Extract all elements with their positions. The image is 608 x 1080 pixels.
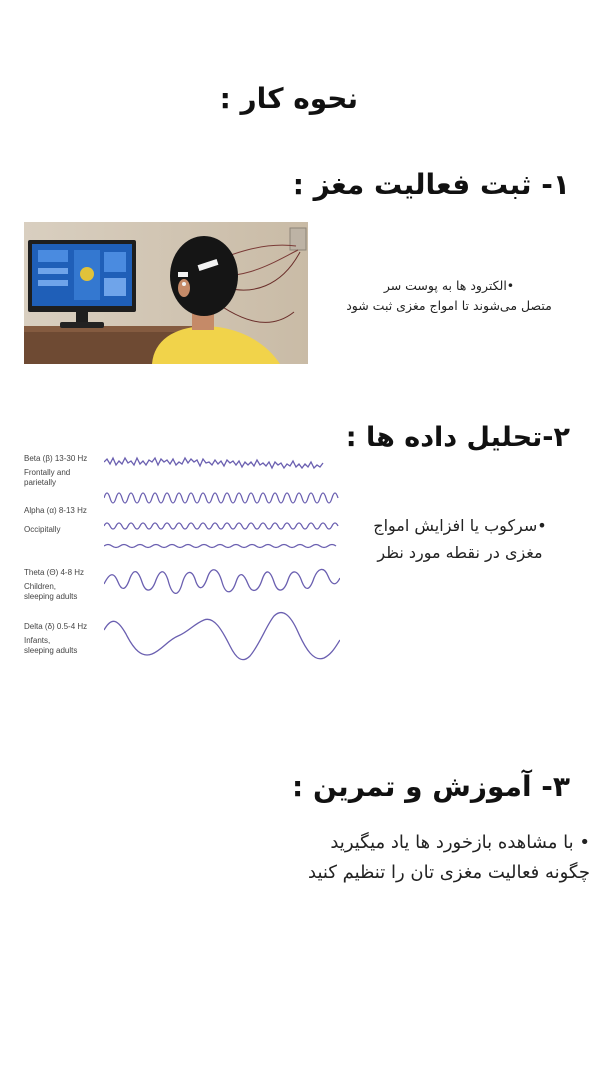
alpha-waves	[104, 486, 340, 552]
alpha-wave-line-1	[104, 493, 338, 503]
section-3-description-line-1: • با مشاهده بازخورد ها یاد میگیرید	[330, 832, 590, 853]
alpha-band-label: Alpha (α) 8-13 Hz	[24, 506, 87, 515]
section-1-description	[330, 276, 568, 316]
section-2-description-line-1: •سرکوب یا افزایش امواج	[373, 516, 547, 535]
beta-band-location: Frontally and parietally	[24, 468, 71, 487]
page-title: نحوه کار :	[219, 82, 358, 115]
section-2-description	[350, 512, 570, 566]
section-1-title: ۱- ثبت فعالیت مغز :	[292, 168, 570, 201]
theta-band-label: Theta (Θ) 4-8 Hz	[24, 568, 85, 577]
section-2-description-line-2: مغزی در نقطه مورد نظر	[377, 543, 543, 562]
beta-wave-line	[104, 458, 323, 468]
beta-band-label: Beta (β) 13-30 Hz	[24, 454, 88, 463]
delta-band-label: Delta (δ) 0.5-4 Hz	[24, 622, 88, 631]
section-3-description-line-2: چگونه فعالیت مغزی تان را تنظیم کنید	[308, 862, 590, 883]
section-1-description-line-2: متصل می‌شوند تا امواج مغزی ثبت شود	[346, 298, 552, 313]
section-1-description-line-1: •الکترود ها به پوست سر	[383, 278, 515, 293]
alpha-wave-line-3	[104, 545, 336, 548]
alpha-wave-line-2	[104, 523, 338, 529]
theta-wave-line	[104, 569, 340, 593]
delta-wave-line	[104, 613, 340, 660]
child-eeg-photo	[24, 222, 308, 364]
delta-band-location: Infants, sleeping adults	[24, 636, 78, 655]
child-eeg-photo-illustration	[24, 222, 308, 364]
theta-wave	[104, 562, 340, 602]
delta-wave	[104, 606, 340, 670]
section-2-title: ۲-تحلیل داده ها :	[345, 422, 570, 453]
beta-wave	[104, 450, 340, 474]
eeg-waveforms-figure	[20, 448, 340, 670]
theta-band-location: Children, sleeping adults	[24, 582, 78, 601]
alpha-band-location: Occipitally	[24, 525, 61, 534]
section-3-description	[290, 828, 590, 888]
section-3-title: ۳- آموزش و تمرین :	[292, 770, 570, 803]
